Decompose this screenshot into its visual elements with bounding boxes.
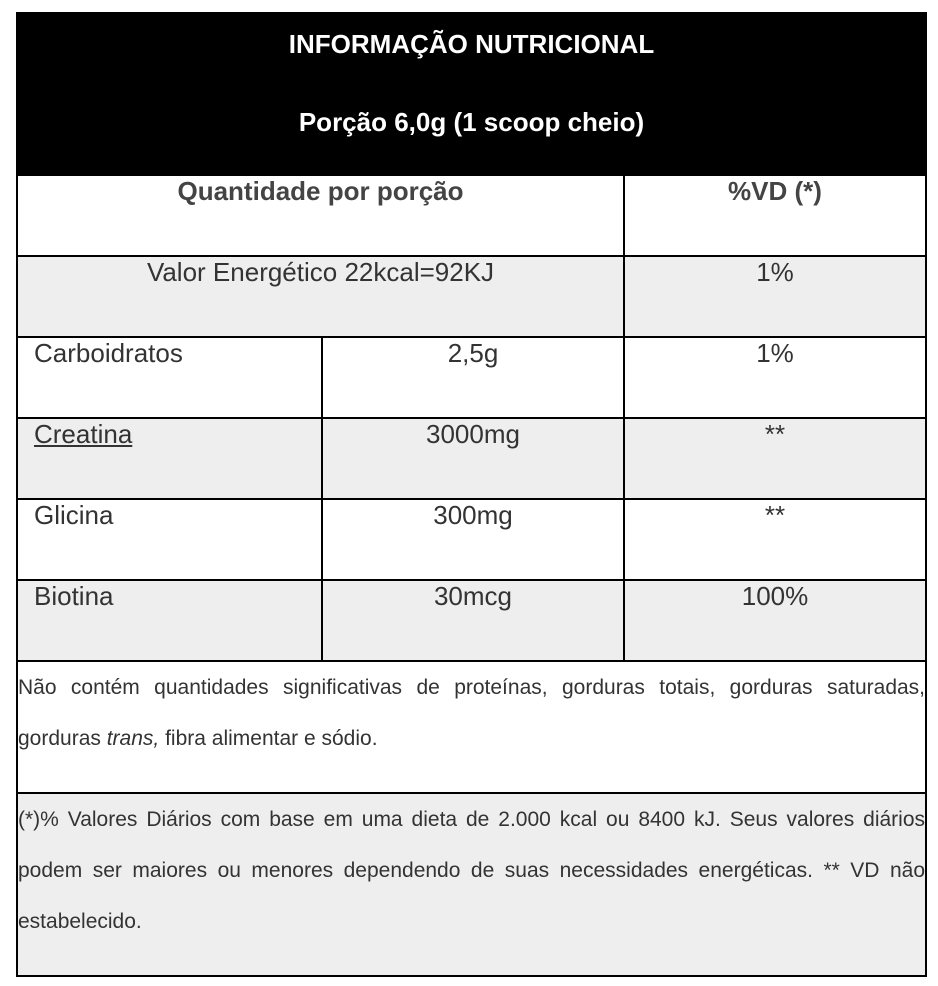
table-header [17, 13, 926, 175]
column-header-dv: %VD (*) [624, 175, 926, 256]
table-row [17, 499, 926, 580]
nutrient-dv: ** [624, 418, 926, 499]
nutrient-name: Carboidratos [17, 337, 322, 418]
daily-values-note: (*)% Valores Diários com base em uma dieta de 2.000 kcal ou 8400 kJ. Seus valores diários podem ser maiores ou menores dependendo de suas necessidades energéticas. ** VD não estabelecido. [17, 793, 926, 976]
note-text-start: Não contém quantidades significativas de proteínas, gorduras totais, gorduras saturadas, gorduras [18, 676, 926, 750]
energy-label: Valor Energético 22kcal=92KJ [17, 256, 624, 337]
column-header-row [17, 175, 926, 256]
nutrient-dv: ** [624, 499, 926, 580]
serving-size: Porção 6,0g (1 scoop cheio) [298, 107, 645, 137]
energy-dv: 1% [624, 256, 926, 337]
table-row [17, 337, 926, 418]
nutrient-name: Biotina [17, 580, 322, 661]
nutrient-name-link[interactable]: Creatina [34, 419, 133, 449]
not-contains-row [17, 661, 926, 793]
nutrient-name: Glicina [17, 499, 322, 580]
note-text-italic: trans, [106, 727, 160, 750]
column-header-quantity: Quantidade por porção [17, 175, 624, 256]
daily-values-row [17, 793, 926, 976]
note-text-end: fibra alimentar e sódio. [159, 727, 378, 750]
table-row [17, 418, 926, 499]
nutrient-name-cell [17, 418, 322, 499]
table-row [17, 580, 926, 661]
energy-row [17, 256, 926, 337]
nutrient-amount: 2,5g [322, 337, 624, 418]
header-cell [17, 13, 926, 175]
nutrient-dv: 100% [624, 580, 926, 661]
not-contains-note [17, 661, 926, 793]
table-title: INFORMAÇÃO NUTRICIONAL [288, 29, 655, 59]
nutrient-amount: 30mcg [322, 580, 624, 661]
nutrient-amount: 300mg [322, 499, 624, 580]
nutrient-amount: 3000mg [322, 418, 624, 499]
nutrition-table [16, 12, 927, 977]
nutrient-dv: 1% [624, 337, 926, 418]
